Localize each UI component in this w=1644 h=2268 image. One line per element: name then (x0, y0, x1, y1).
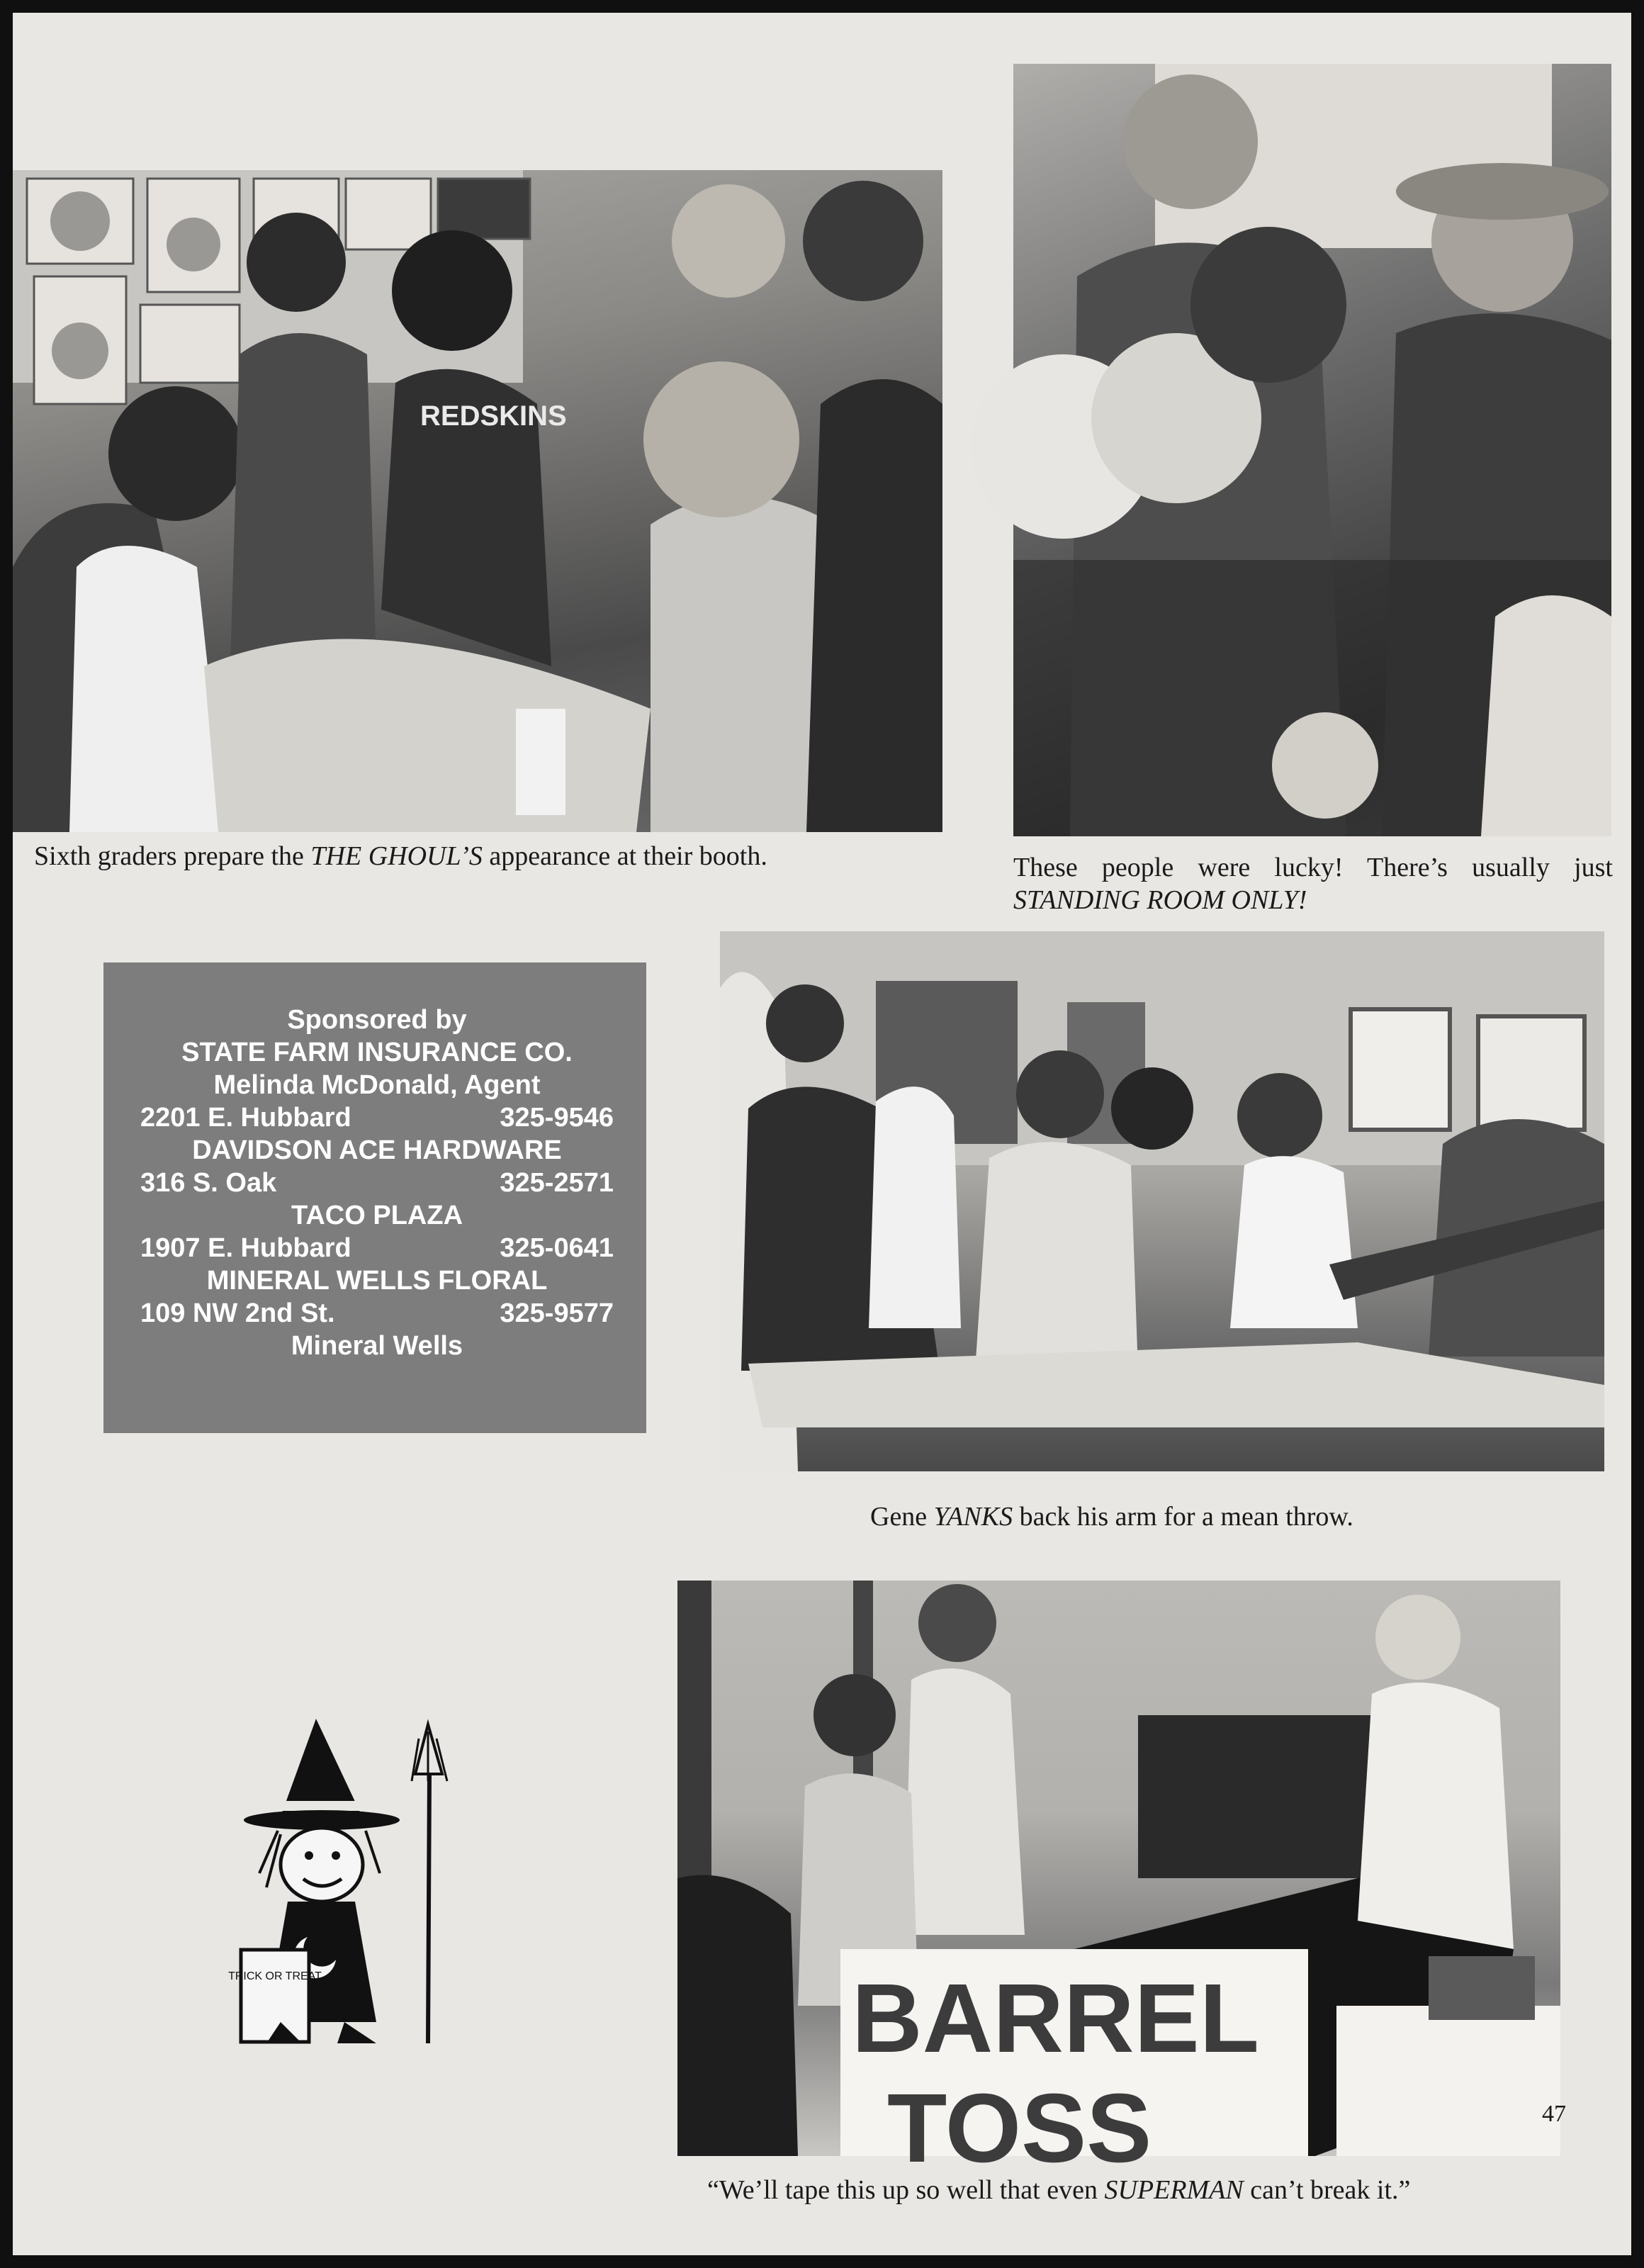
caption-photo3: Gene YANKS back his arm for a mean throw. (870, 1502, 1353, 1532)
photo-seated-audience (1013, 64, 1611, 836)
ad-footer: Mineral Wells (291, 1331, 463, 1361)
sponsor-name: STATE FARM INSURANCE CO. (181, 1038, 573, 1067)
barrel-sign-line2: TOSS (887, 2074, 1152, 2183)
photo-barrel-toss (677, 1581, 1560, 2183)
sponsor-ad (103, 962, 646, 1433)
barrel-sign-line1: BARREL (852, 1964, 1259, 2073)
sponsor-address-row: 2201 E. Hubbard 325-9546 (140, 1103, 614, 1133)
caption-photo1: Sixth graders prepare the THE GHOUL’S appearance at their booth. (34, 841, 767, 871)
photo-sixth-graders-booth (13, 170, 942, 832)
witch-cartoon (228, 1710, 469, 2058)
sponsor-name: DAVIDSON ACE HARDWARE (192, 1135, 562, 1165)
jersey-text: REDSKINS (420, 400, 567, 432)
caption-photo2: These people were lucky! There’s usually just STANDING ROOM ONLY! (1013, 853, 1613, 915)
sponsor-agent: Melinda McDonald, Agent (213, 1070, 541, 1100)
photo-gene-throw (720, 931, 1604, 1471)
sponsor-address-row: 109 NW 2nd St. 325-9577 (140, 1298, 614, 1328)
sponsor-name: MINERAL WELLS FLORAL (206, 1266, 548, 1296)
ad-heading: Sponsored by (287, 1005, 467, 1035)
sponsor-address-row: 1907 E. Hubbard 325-0641 (140, 1233, 614, 1263)
yearbook-page (13, 13, 1631, 2255)
sponsor-name: TACO PLAZA (291, 1201, 463, 1230)
caption-photo4: “We’ll tape this up so well that even SUPERMAN can’t break it.” (707, 2175, 1411, 2205)
bag-text: TRICK OR TREAT (228, 1970, 322, 1982)
sponsor-address-row: 316 S. Oak 325-2571 (140, 1168, 614, 1198)
page-number: 47 (1542, 2101, 1566, 2127)
